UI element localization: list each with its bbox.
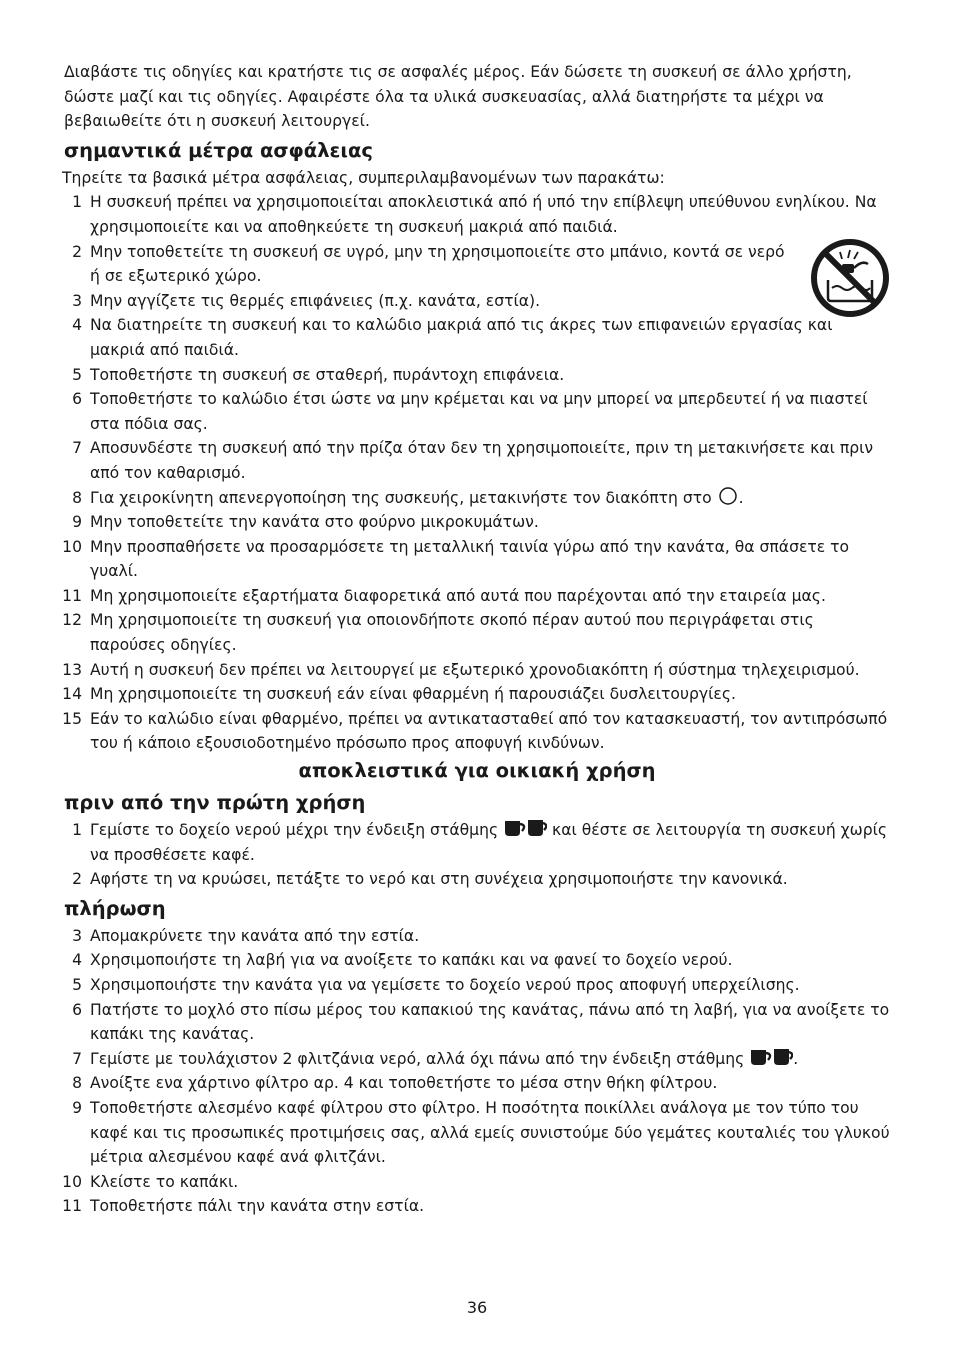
intro-paragraph: Διαβάστε τις οδηγίες και κρατήστε τις σε ασφαλές μέρος. Εάν δώσετε τη συσκευή σε άλλο χρήστη, δώστε μαζί και τις οδηγίες. Αφαιρέστε όλα τα υλικά συσκευασίας, αλλά διατηρήστε τα μέχρι να βεβαιωθείτε ότι η συσκευή λειτουργεί. <box>64 63 852 131</box>
list-item: 6 Τοποθετήστε το καλώδιο έτσι ώστε να μην κρέμεται και να μην μπορεί να μπερδευτεί ή να πιαστεί στα πόδια σας. <box>72 390 868 433</box>
list-item: 13 Αυτή η συσκευή δεν πρέπει να λειτουργεί με εξωτερικό χρονοδιακόπτη ή σύστημα τηλεχειρισμού. <box>62 660 860 679</box>
household-use-heading: αποκλειστικά για οικιακή χρήση <box>298 759 656 783</box>
list-item: 6 Πατήστε το μοχλό στο πίσω μέρος του καπακιού της κανάτας, πάνω από τη λαβή, για να ανοίξετε το καπάκι της κανάτας. <box>72 1000 890 1044</box>
list-item: 10 Κλείστε το καπάκι. <box>62 1172 239 1191</box>
list-item: 11 Μη χρησιμοποιείτε εξαρτήματα διαφορετικά από αυτά που παρέχονται από την εταιρεία μας. <box>62 586 826 605</box>
list-item: 12 Μη χρησιμοποιείτε τη συσκευή για οποιονδήποτε σκοπό πέραν αυτού που περιγράφεται στις παρούσες οδηγίες. <box>62 611 814 655</box>
list-item: 2 Αφήστε τη να κρυώσει, πετάξτε το νερό και στη συνέχεια χρησιμοποιήστε την κανονικά. <box>72 870 788 889</box>
safety-list <box>64 190 890 756</box>
list-item: 8 Για χειροκίνητη απενεργοποίηση της συσκευής, μετακινήστε τον διακόπτη στο . <box>64 486 890 511</box>
list-item: 4 Να διατηρείτε τη συσκευή και το καλώδιο μακριά από τις άκρες των επιφανειών εργασίας και μακριά από παιδιά. <box>72 316 833 359</box>
list-item: 3 Απομακρύνετε την κανάτα από την εστία. <box>72 926 420 945</box>
power-off-circle-icon <box>717 486 739 506</box>
list-item: 15 Εάν το καλώδιο είναι φθαρμένο, πρέπει να αντικατασταθεί από τον κατασκευαστή, τον αντιπρόσωπό του ή κάποιο εξουσιοδοτημένο πρόσωπο προς αποφυγή κινδύνων. <box>62 709 888 753</box>
list-item: 7 Γεμίστε με τουλάχιστον 2 φλιτζάνια νερό, αλλά όχι πάνω από την ένδειξη στάθμης . <box>64 1047 890 1072</box>
first-use-heading: πριν από την πρώτη χρήση <box>64 791 366 815</box>
list-item: 5 Χρησιμοποιήστε την κανάτα για να γεμίσετε το δοχείο νερού προς αποφυγή υπερχείλισης. <box>72 976 800 994</box>
list-item: 5 Τοποθετήστε τη συσκευή σε σταθερή, πυράντοχη επιφάνεια. <box>72 365 565 384</box>
list-item: 2 Μην τοποθετείτε τη συσκευή σε υγρό, μην τη χρησιμοποιείτε στο μπάνιο, κοντά σε νερό ή σε εξωτερικό χώρο. <box>72 242 785 286</box>
no-water-immersion-icon <box>810 238 890 318</box>
list-item: 1 Γεμίστε το δοχείο νερού μέχρι την ένδειξη στάθμης και θέστε σε λειτουργία τη συσκευή χωρίς να προσθέσετε καφέ. <box>64 818 890 867</box>
list-item: 10 Μην προσπαθήσετε να προσαρμόσετε τη μεταλλική ταινία γύρω από την κανάτα, θα σπάσετε το γυαλί. <box>62 537 850 581</box>
list-item: 14 Μη χρησιμοποιείτε τη συσκευή εάν είναι φθαρμένη ή παρουσιάζει δυσλειτουργίες. <box>62 685 736 704</box>
first-use-list <box>64 818 890 892</box>
filling-heading: πλήρωση <box>64 896 166 920</box>
list-item: 11 Τοποθετήστε πάλι την κανάτα στην εστία. <box>62 1197 425 1216</box>
cup-level-mark-icon <box>503 818 547 838</box>
list-item: 8 Ανοίξτε ενα χάρτινο φίλτρο αρ. 4 και τοποθετήστε το μέσα στην θήκη φίλτρου. <box>72 1074 718 1093</box>
cup-level-mark-icon <box>749 1047 793 1067</box>
manual-page <box>64 60 890 1219</box>
page-number: 36 <box>466 1298 488 1317</box>
list-item: 7 Αποσυνδέστε τη συσκευή από την πρίζα όταν δεν τη χρησιμοποιείτε, πριν τη μετακινήσετε και πριν από τον καθαρισμό. <box>72 439 874 482</box>
list-item: 9 Τοποθετήστε αλεσμένο καφέ φίλτρου στο φίλτρο. Η ποσότητα ποικίλλει ανάλογα με τον τύπο του καφέ και τις προσωπικές προτιμήσεις σας, αλλά εμείς συνιστούμε δύο γεμάτες κουταλιές του γλυκού μέτρια αλεσμένου καφέ ανά φλιτζάνι. <box>72 1098 890 1167</box>
filling-list <box>64 924 890 1219</box>
safety-heading: σημαντικά μέτρα ασφάλειας <box>64 138 373 162</box>
safety-lead: Τηρείτε τα βασικά μέτρα ασφάλειας, συμπεριλαμβανομένων των παρακάτω: <box>62 168 665 187</box>
list-item: 3 Μην αγγίζετε τις θερμές επιφάνειες (π.χ. κανάτα, εστία). <box>72 291 541 310</box>
list-item: 9 Μην τοποθετείτε την κανάτα στο φούρνο μικροκυμάτων. <box>72 513 539 532</box>
list-item: 4 Χρησιμοποιήστε τη λαβή για να ανοίξετε το καπάκι και να φανεί το δοχείο νερού. <box>72 951 733 970</box>
list-item: 1 Η συσκευή πρέπει να χρησιμοποιείται αποκλειστικά από ή υπό την επίβλεψη υπεύθυνου ενηλίκου. Να χρησιμοποιείτε και να αποθηκεύετε τη συσκευή μακριά από παιδιά. <box>72 193 877 236</box>
